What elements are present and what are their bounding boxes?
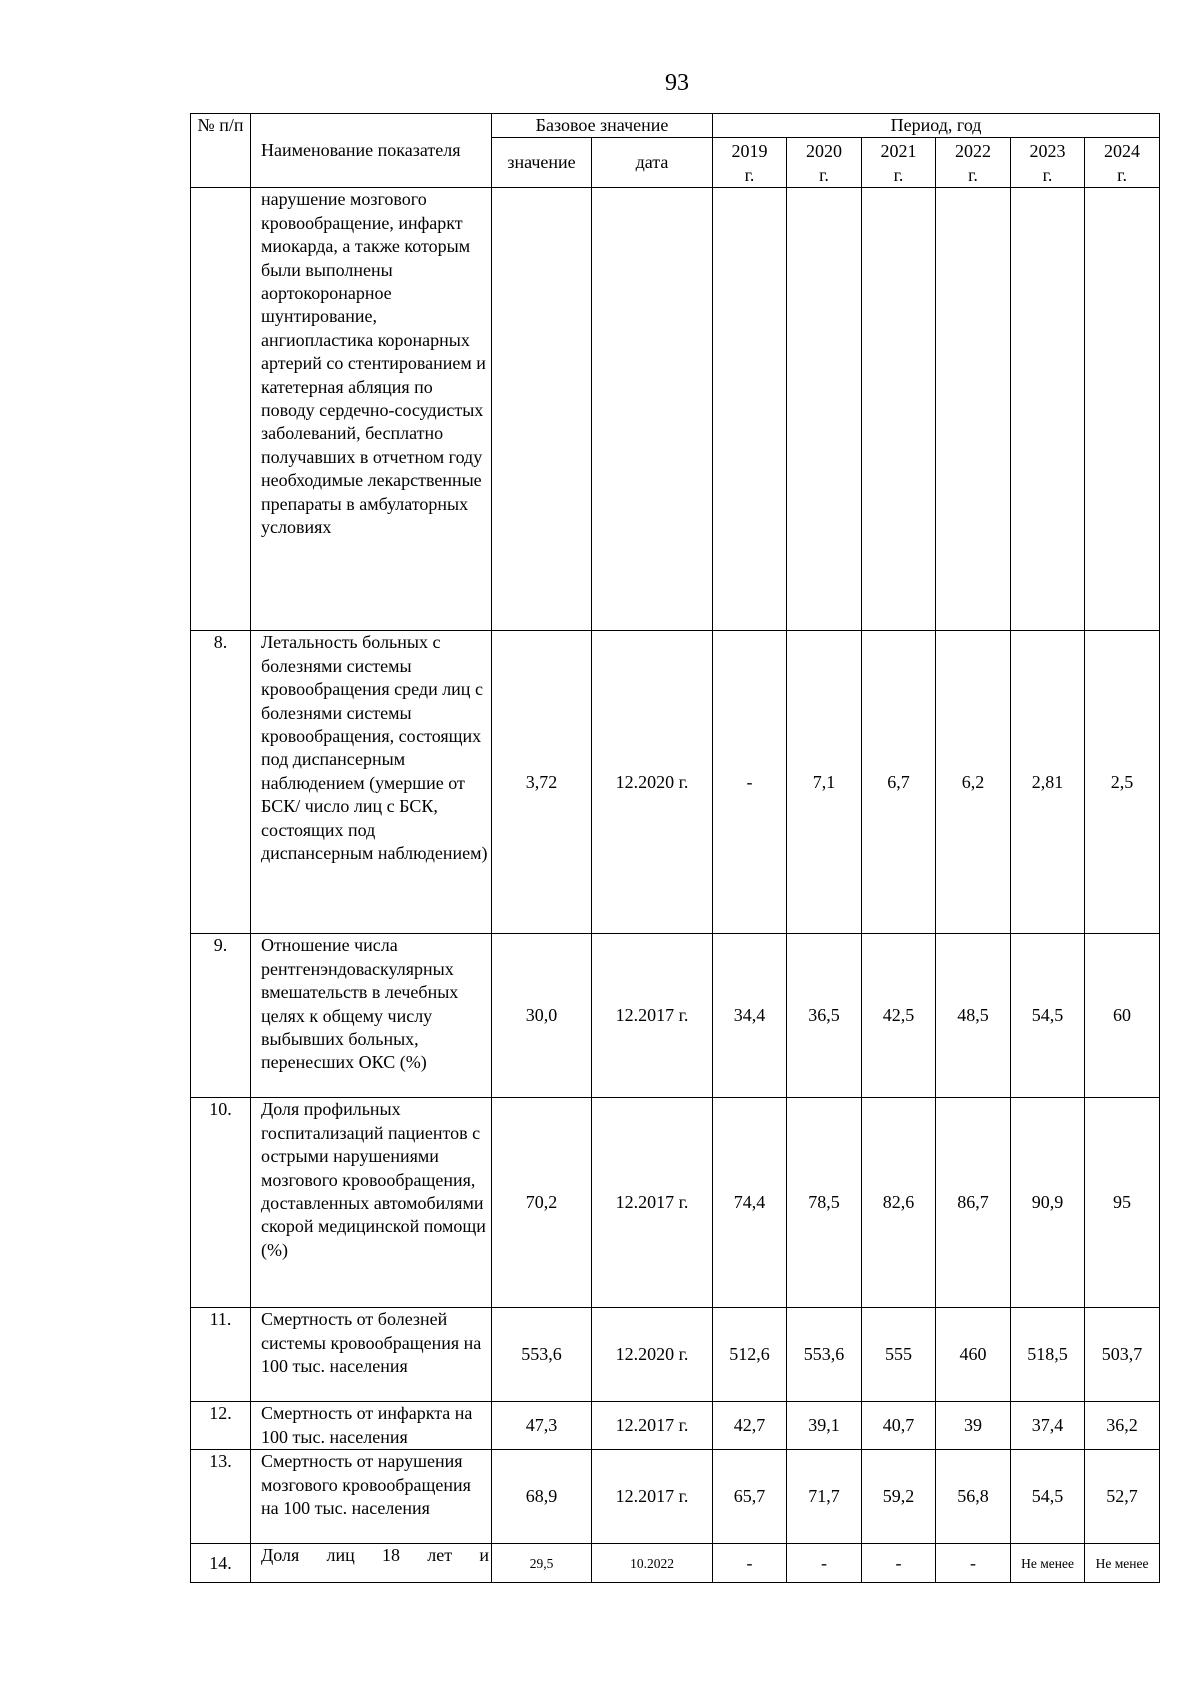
year-suffix: г.	[744, 164, 755, 185]
row-num: 12.	[191, 1402, 251, 1450]
row-value: 30,0	[492, 934, 592, 1098]
row-value: 3,72	[492, 631, 592, 934]
year-label: 2019	[731, 140, 768, 161]
row-2022: 460	[936, 1308, 1011, 1402]
row-2019: 74,4	[713, 1098, 787, 1308]
row-2019: -	[713, 631, 787, 934]
row-num: 8.	[191, 631, 251, 934]
row-2024: 36,2	[1085, 1402, 1160, 1450]
row-2023: 54,5	[1011, 934, 1085, 1098]
row-2019: 512,6	[713, 1308, 787, 1402]
row-2022: 56,8	[936, 1450, 1011, 1544]
year-label: 2024	[1104, 140, 1141, 161]
year-suffix: г.	[893, 164, 904, 185]
header-year-2020	[787, 138, 862, 188]
row-2024: Не менее	[1085, 1544, 1160, 1583]
table-row	[191, 1402, 1160, 1450]
header-name: Наименование показателя	[251, 114, 492, 188]
table-row	[191, 1308, 1160, 1402]
year-label: 2021	[880, 140, 917, 161]
header-num: № п/п	[191, 114, 251, 188]
row-name: Смертность от болезней системы кровообращения на 100 тыс. населения	[251, 1308, 492, 1402]
row-2024	[1085, 188, 1160, 631]
table-row	[191, 631, 1160, 934]
row-2022: 39	[936, 1402, 1011, 1450]
row-2021: 42,5	[862, 934, 936, 1098]
table-row	[191, 1450, 1160, 1544]
table-row	[191, 1544, 1160, 1583]
row-2021: 59,2	[862, 1450, 936, 1544]
row-date: 12.2017 г.	[592, 1402, 713, 1450]
row-name: Смертность от нарушения мозгового кровообращения на 100 тыс. населения	[251, 1450, 492, 1544]
row-2019: -	[713, 1544, 787, 1583]
row-2021: 40,7	[862, 1402, 936, 1450]
row-2019: 65,7	[713, 1450, 787, 1544]
row-num: 14.	[191, 1544, 251, 1583]
row-2023: 518,5	[1011, 1308, 1085, 1402]
row-name: Доля лиц 18 лет и	[251, 1544, 492, 1583]
header-year-2021	[862, 138, 936, 188]
row-2020: 7,1	[787, 631, 862, 934]
header-base-group: Базовое значение	[492, 114, 713, 138]
row-date: 12.2017 г.	[592, 1098, 713, 1308]
year-suffix: г.	[1042, 164, 1053, 185]
row-2021: 82,6	[862, 1098, 936, 1308]
row-value: 29,5	[492, 1544, 592, 1583]
row-2021: 555	[862, 1308, 936, 1402]
row-date: 12.2017 г.	[592, 934, 713, 1098]
row-2023: 37,4	[1011, 1402, 1085, 1450]
row-date: 10.2022	[592, 1544, 713, 1583]
header-row-1	[191, 114, 1160, 138]
row-name: Доля профильных госпитализаций пациентов с острыми нарушениями мозгового кровообращения, доставленных автомобилями скорой медицинской помощи (%)	[251, 1098, 492, 1308]
row-name: Летальность больных с болезнями системы кровообращения среди лиц с болезнями системы кровообращения, состоящих под диспансерным наблюдением (умершие от БСК/ число лиц с БСК, состоящих под диспансерным наблюдением)	[251, 631, 492, 934]
header-year-2019	[713, 138, 787, 188]
year-suffix: г.	[819, 164, 829, 185]
row-2023: 2,81	[1011, 631, 1085, 934]
row-2024: 52,7	[1085, 1450, 1160, 1544]
row-2022: 6,2	[936, 631, 1011, 934]
row-date	[592, 188, 713, 631]
row-value: 47,3	[492, 1402, 592, 1450]
row-2022: 86,7	[936, 1098, 1011, 1308]
row-value: 70,2	[492, 1098, 592, 1308]
row-2022	[936, 188, 1011, 631]
row-2019	[713, 188, 787, 631]
table-row	[191, 1098, 1160, 1308]
table-row	[191, 188, 1160, 631]
row-value: 553,6	[492, 1308, 592, 1402]
row-2024: 2,5	[1085, 631, 1160, 934]
table-row	[191, 934, 1160, 1098]
row-2020: 553,6	[787, 1308, 862, 1402]
row-2023	[1011, 188, 1085, 631]
row-2020: 78,5	[787, 1098, 862, 1308]
row-num: 9.	[191, 934, 251, 1098]
page-number: 93	[665, 70, 689, 96]
header-year-2022	[936, 138, 1011, 188]
header-base-value: значение	[492, 138, 592, 188]
year-suffix: г.	[968, 164, 978, 185]
row-2020: 36,5	[787, 934, 862, 1098]
row-value	[492, 188, 592, 631]
year-suffix: г.	[1117, 164, 1127, 185]
row-name: Отношение числа рентгенэндоваскулярных вмешательств в лечебных целях к общему числу выбывших больных, перенесших ОКС (%)	[251, 934, 492, 1098]
row-num: 13.	[191, 1450, 251, 1544]
header-period-group: Период, год	[713, 114, 1160, 138]
year-label: 2022	[955, 140, 992, 161]
row-2020: 71,7	[787, 1450, 862, 1544]
year-label: 2023	[1029, 140, 1066, 161]
row-value: 68,9	[492, 1450, 592, 1544]
row-num: 10.	[191, 1098, 251, 1308]
row-name: нарушение мозгового кровообращение, инфаркт миокарда, а также которым были выполнены аортокоронарное шунтирование, ангиопластика коронарных артерий со стентированием и катетерная абляция по поводу сердечно-сосудистых заболеваний, бесплатно получавших в отчетном году необходимые лекарственные препараты в амбулаторных условиях	[251, 188, 492, 631]
row-2024: 95	[1085, 1098, 1160, 1308]
header-base-date: дата	[592, 138, 713, 188]
row-2019: 34,4	[713, 934, 787, 1098]
row-2022: -	[936, 1544, 1011, 1583]
row-date: 12.2020 г.	[592, 631, 713, 934]
header-year-2024	[1085, 138, 1160, 188]
year-label: 2020	[806, 140, 843, 161]
row-2023: 90,9	[1011, 1098, 1085, 1308]
row-2023: 54,5	[1011, 1450, 1085, 1544]
row-2021: 6,7	[862, 631, 936, 934]
row-num	[191, 188, 251, 631]
row-2020: -	[787, 1544, 862, 1583]
row-2020: 39,1	[787, 1402, 862, 1450]
row-2022: 48,5	[936, 934, 1011, 1098]
row-2021	[862, 188, 936, 631]
row-date: 12.2017 г.	[592, 1450, 713, 1544]
row-2023: Не менее	[1011, 1544, 1085, 1583]
row-2021: -	[862, 1544, 936, 1583]
row-num: 11.	[191, 1308, 251, 1402]
indicators-table	[190, 113, 1160, 1583]
header-year-2023	[1011, 138, 1085, 188]
row-name: Смертность от инфаркта на 100 тыс. населения	[251, 1402, 492, 1450]
row-2024: 503,7	[1085, 1308, 1160, 1402]
row-2020	[787, 188, 862, 631]
row-date: 12.2020 г.	[592, 1308, 713, 1402]
row-2019: 42,7	[713, 1402, 787, 1450]
row-2024: 60	[1085, 934, 1160, 1098]
